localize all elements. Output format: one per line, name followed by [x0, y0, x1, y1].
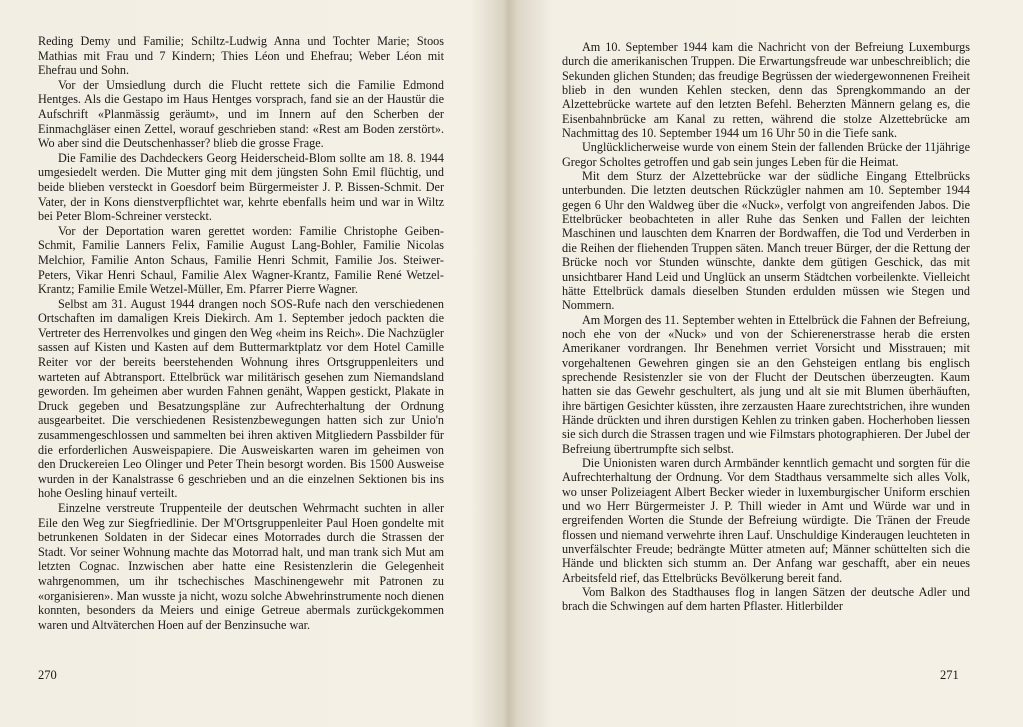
paragraph: Einzelne verstreute Truppenteile der deutschen Wehrmacht suchten in aller Eile den Weg zur Siegfriedlinie. Der M'Ortsgruppenleiter Paul Hoen gondelte mit betrunkenen Soldaten in der Sidecar eines Motorrades durch die Strassen der Stadt. Vor seiner Wohnung machte das Motorrad halt, und man trank sich Mut am letzten Cognac. Inzwischen aber hatte eine Resistenzlerin die Gelegenheit wahrgenommen, um ihr tschechisches Maschinengewehr mit Patronen zu «organisieren». Man wusste ja nicht, wozu solche Abwehrinstrumente noch dienen konnten, besonders da Meiers und einige Getreue abermals zurückgekommen waren und Altväterchen Hoen auf der Benzinsuche war.: [38, 501, 444, 632]
paragraph: Die Familie des Dachdeckers Georg Heiderscheid-Blom sollte am 18. 8. 1944 umgesiedelt werden. Die Mutter ging mit dem jüngsten Sohn Emil flüchtig, und beide blieben versteckt in Goesdorf beim Bürgermeister J. P. Bissen-Schmit. Der Vater, der in Kons dienstverpflichtet war, kehrte ebenfalls heim und war in Wiltz bei Peter Blom-Schreiner versteckt.: [38, 150, 444, 224]
paragraph: Vom Balkon des Stadthauses flog in langen Sätzen der deutsche Adler und brach die Schwingen auf dem harten Pflaster. Hitlerbilder: [562, 585, 970, 614]
paragraph: Am 10. September 1944 kam die Nachricht von der Befreiung Luxemburgs durch die amerikanischen Truppen. Die Erwartungsfreude war unbeschreiblich; die Sekunden glichen Stunden; das freudige Begrüssen der wiedergewonnenen Freiheit blieb in den wunden Kehlen stecken, denn das Sprengkommando an der Alzettebrücke wartete auf den letzten Befehl. Beherzten Männern gelang es, die Eisenbahnbrücke am Kanal zu retten, während die stolze Alzettebrücke am Nachmittag des 10. September 1944 um 16 Uhr 50 in die Tiefe sank.: [562, 40, 970, 141]
paragraph: Vor der Deportation waren gerettet worden: Familie Christophe Geiben-Schmit, Familie Lanners Felix, Familie August Lang-Bohler, Familie Nicolas Melchior, Familie Anton Schaus, Familie Henri Schmit, Familie Jos. Steiwer-Peters, Vikar Henri Schaul, Familie Alex Wagner-Krantz, Familie René Wetzel- Krantz; Familie Emile Wetzel-Müller, Em. Pfarrer Pierre Wagner.: [38, 223, 444, 297]
right-page-number: 271: [940, 668, 959, 682]
paragraph: Vor der Umsiedlung durch die Flucht rettete sich die Familie Edmond Hentges. Als die Gestapo im Haus Hentges vorsprach, fand sie an der Haustür die Aufschrift «Planmässig geräumt», und im Innern auf den Scherben der Einmachgläser einen Zettel, worauf geschrieben stand: «Rest am Boden zerstört». Wo aber sind die Deutschenhasser? blieb die grosse Frage.: [38, 77, 444, 151]
right-page-text: [562, 40, 970, 614]
paragraph: Mit dem Sturz der Alzettebrücke war der südliche Eingang Ettelbrücks unterbunden. Die letzten deutschen Rückzügler nahmen am 10. September 1944 gegen 6 Uhr den Waldweg über die «Nuck», verfolgt von angreifenden Jabos. Die Ettelbrücker beobachteten in aller Ruhe das Senken und Fallen der leichten Maschinen und lauschten dem Knarren der Bordwaffen, die Tod und Verderben in die Reihen der fliehenden Truppen säten. Manch treuer Bürger, der die Rettung der Brücke noch vor Stunden wünschte, dankte dem gütigen Geschick, das mit unsichtbarer Hand Leid und Unglück an unserm Städtchen vorbeilenkte. Vielleicht hätte Ettelbrück damals dieselben Stunden erdulden müssen wie Stegen und Nommern.: [562, 169, 970, 313]
paragraph: Unglücklicherweise wurde von einem Stein der fallenden Brücke der 11jährige Gregor Scholtes getroffen und gab sein junges Leben für die Heimat.: [562, 140, 970, 169]
paragraph: Am Morgen des 11. September wehten in Ettelbrück die Fahnen der Befreiung, noch ehe von der «Nuck» und von der Schierenerstrasse herab die ersten Amerikaner vordrangen. Ihr Benehmen verriet Vorsicht und Misstrauen; mit vorgehaltenen Gewehren gingen sie an den Gehsteigen entlang bis englisch sprechende Resistenzler sie von der Flucht der Deutschen überzeugten. Kaum hatten sie das Gewehr geschultert, als jung und alt sie mit Blumen überhäuften, ihre bärtigen Gesichter küssten, ihre zerzausten Haare zurechtstrichen, ihre wunden Hände drückten und ihren durstigen Kehlen zu trinken gaben. Hocherhoben liessen sie sich durch die Strassen tragen und wie Filmstars photographieren. Der Jubel der Befreiung übertrumpfte sich selbst.: [562, 312, 970, 456]
left-page-text: [38, 34, 444, 632]
paragraph: Reding Demy und Familie; Schiltz-Ludwig Anna und Tochter Marie; Stoos Mathias mit Frau und 7 Kindern; Thies Léon und Ehefrau; Weber Léon mit Ehefrau und Sohn.: [38, 34, 444, 78]
paragraph: Die Unionisten waren durch Armbänder kenntlich gemacht und sorgten für die Aufrechterhaltung der Ordnung. Vor dem Stadthaus versammelte sich alles Volk, wo unser Polizeiagent Albert Becker wieder in luxemburgischer Uniform erschien und wo Herr Bürgermeister J. P. Thill wieder in Amt und Würde war und in ergreifenden Worten die Stunde der Befreiung würdigte. Die Tränen der Freude flossen und niemand verwehrte ihren Lauf. Unschuldige Kinderaugen leuchteten in unverfälschter Freude; bedrängte Mütter atmeten auf; Männer schüttelten sich die Hände und blickten sich stumm an. Der Anfang war geschafft, aber ein neues Arbeitsfeld rief, das Ettelbrücks Bevölkerung bereit fand.: [562, 455, 970, 585]
paragraph: Selbst am 31. August 1944 drangen noch SOS-Rufe nach den verschiedenen Ortschaften im damaligen Kreis Diekirch. Am 1. September jedoch packten die Vertreter des Herrenvolkes und gingen den Weg «heim ins Reich». Die Nachzügler sassen auf Kisten und Kasten auf dem Buttermarktplatz vor dem Hotel Camille Reiter vor der bereits beerstehenden Wohnung ihres Ortsgruppenleiters und warteten auf Abtransport. Ettelbrück war militärisch gesehen zum Niemandsland geworden. Im geheimen aber wurden Fahnen genäht, Wappen gestickt, Plakate in Druck gegeben und Besatzungspläne zur Aufrechterhaltung der Ordnung ausgearbeitet. Die verschiedenen Resistenzbewegungen hatten sich zur Unio'n zusammengeschlossen und sammelten bei ihren aktiven Mitgliedern Passbilder für die erforderlichen Ausweispapiere. Die Ausweiskarten waren im geheimen von den Druckereien Leo Olinger und Peter Thein besorgt worden. Bis 1500 Ausweise wurden in der Kanalstrasse 6 geschrieben und an die einzelnen Sektionen bis ins hohe Oesling hinauf verteilt.: [38, 296, 444, 501]
left-page-number: 270: [38, 668, 57, 682]
